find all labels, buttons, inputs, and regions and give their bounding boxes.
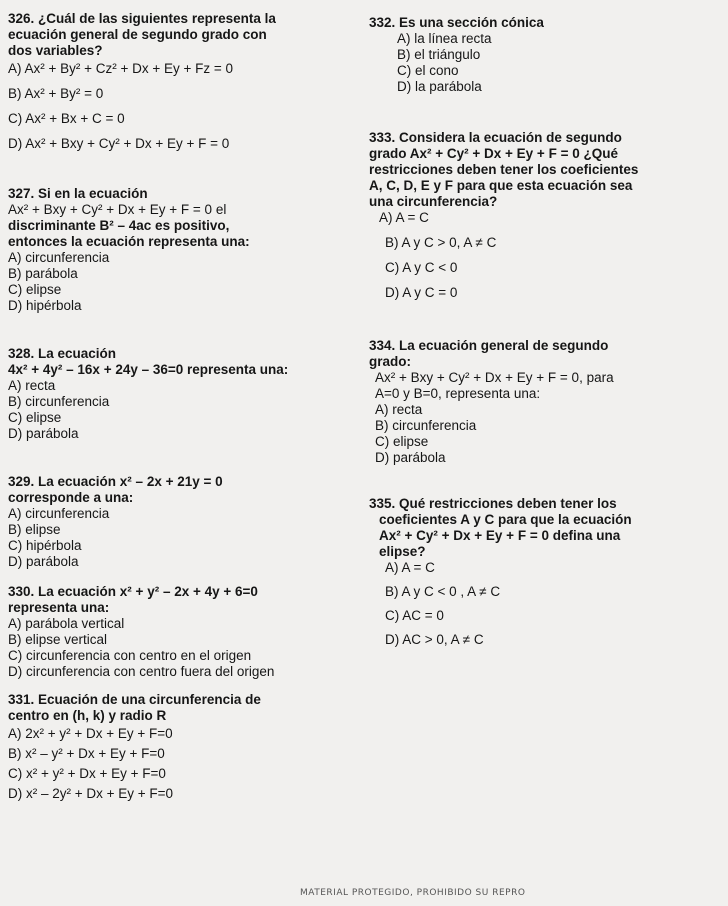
option-a: A) circunferencia [8, 250, 110, 265]
question-stem-line: 331. Ecuación de una circunferencia de [8, 692, 261, 707]
question-333 [369, 130, 724, 301]
question-stem-line: discriminante B² – 4ac es positivo, [8, 218, 230, 233]
option-b: B) A y C < 0 , A ≠ C [385, 584, 501, 599]
question-328 [8, 346, 363, 442]
option-d: D) parábola [8, 426, 79, 441]
question-stem-line: 334. La ecuación general de segundo [369, 338, 609, 353]
option-c: C) el cono [397, 63, 459, 78]
option-a: A) Ax² + By² + Cz² + Dx + Ey + Fz = 0 [8, 61, 234, 76]
question-stem-line: 326. ¿Cuál de las siguientes representa la [8, 11, 276, 26]
question-stem-line: 327. Si en la ecuación [8, 186, 148, 201]
option-c: C) Ax² + Bx + C = 0 [8, 111, 125, 126]
option-a: A) recta [8, 378, 56, 393]
question-stem-line: 330. La ecuación x² + y² – 2x + 4y + 6=0 [8, 584, 258, 599]
option-a: A) recta [375, 402, 423, 417]
question-stem-line: 329. La ecuación x² – 2x + 21y = 0 [8, 474, 223, 489]
option-b: B) circunferencia [375, 418, 477, 433]
question-334 [369, 338, 724, 466]
copyright-footer: MATERIAL PROTEGIDO, PROHIBIDO SU REPRO [300, 888, 526, 898]
option-b: B) parábola [8, 266, 78, 281]
question-stem-line: entonces la ecuación representa una: [8, 234, 250, 249]
option-b: B) elipse vertical [8, 632, 108, 647]
option-d: D) AC > 0, A ≠ C [385, 632, 484, 647]
question-stem-line: elipse? [379, 544, 426, 559]
question-stem-line: representa una: [8, 600, 110, 615]
question-stem-line: grado Ax² + Cy² + Dx + Ey + F = 0 ¿Qué [369, 146, 618, 161]
option-c: C) elipse [375, 434, 429, 449]
question-stem-line: Ax² + Bxy + Cy² + Dx + Ey + F = 0 el [8, 202, 227, 217]
question-330 [8, 584, 363, 680]
option-a: A) parábola vertical [8, 616, 125, 631]
option-c: C) AC = 0 [385, 608, 444, 623]
question-stem-line: una circunferencia? [369, 194, 498, 209]
question-stem-line: 332. Es una sección cónica [369, 15, 544, 30]
question-stem-line: restricciones deben tener los coeficientes [369, 162, 639, 177]
option-c: C) hipérbola [8, 538, 82, 553]
option-c: C) elipse [8, 282, 62, 297]
option-a: A) 2x² + y² + Dx + Ey + F=0 [8, 726, 173, 741]
question-329 [8, 474, 363, 570]
option-b: B) circunferencia [8, 394, 110, 409]
option-b: B) elipse [8, 522, 61, 537]
question-stem-line: A=0 y B=0, representa una: [375, 386, 541, 401]
option-a: A) A = C [385, 560, 435, 575]
option-d: D) circunferencia con centro fuera del origen [8, 664, 275, 679]
question-stem-line: coeficientes A y C para que la ecuación [379, 512, 632, 527]
question-stem-line: 4x² + 4y² – 16x + 24y – 36=0 representa una: [8, 362, 289, 377]
question-stem-line: grado: [369, 354, 411, 369]
option-d: D) Ax² + Bxy + Cy² + Dx + Ey + F = 0 [8, 136, 230, 151]
question-stem-line: centro en (h, k) y radio R [8, 708, 167, 723]
question-332 [369, 15, 724, 95]
option-c: C) A y C < 0 [385, 260, 458, 275]
question-stem-line: 335. Qué restricciones deben tener los [369, 496, 617, 511]
question-stem-line: Ax² + Bxy + Cy² + Dx + Ey + F = 0, para [375, 370, 614, 385]
question-331 [8, 692, 363, 802]
question-stem-line: corresponde a una: [8, 490, 134, 505]
question-stem-line: ecuación general de segundo grado con [8, 27, 267, 42]
option-a: A) A = C [379, 210, 429, 225]
option-c: C) x² + y² + Dx + Ey + F=0 [8, 766, 166, 781]
option-d: D) x² – 2y² + Dx + Ey + F=0 [8, 786, 174, 801]
option-d: D) A y C = 0 [385, 285, 458, 300]
option-c: C) circunferencia con centro en el origen [8, 648, 252, 663]
question-327 [8, 186, 363, 314]
option-a: A) la línea recta [397, 31, 492, 46]
question-stem-line: dos variables? [8, 43, 103, 58]
option-b: B) el triángulo [397, 47, 481, 62]
question-326 [8, 11, 363, 152]
question-stem-line: 328. La ecuación [8, 346, 117, 361]
question-stem-line: 333. Considera la ecuación de segundo [369, 130, 622, 145]
option-d: D) parábola [8, 554, 79, 569]
question-335 [369, 496, 724, 648]
question-stem-line: Ax² + Cy² + Dx + Ey + F = 0 defina una [379, 528, 621, 543]
option-c: C) elipse [8, 410, 62, 425]
option-b: B) x² – y² + Dx + Ey + F=0 [8, 746, 165, 761]
option-a: A) circunferencia [8, 506, 110, 521]
question-stem-line: A, C, D, E y F para que esta ecuación sea [369, 178, 633, 193]
option-d: D) hipérbola [8, 298, 82, 313]
option-b: B) A y C > 0, A ≠ C [385, 235, 497, 250]
option-d: D) la parábola [397, 79, 482, 94]
option-b: B) Ax² + By² = 0 [8, 86, 104, 101]
option-d: D) parábola [375, 450, 446, 465]
